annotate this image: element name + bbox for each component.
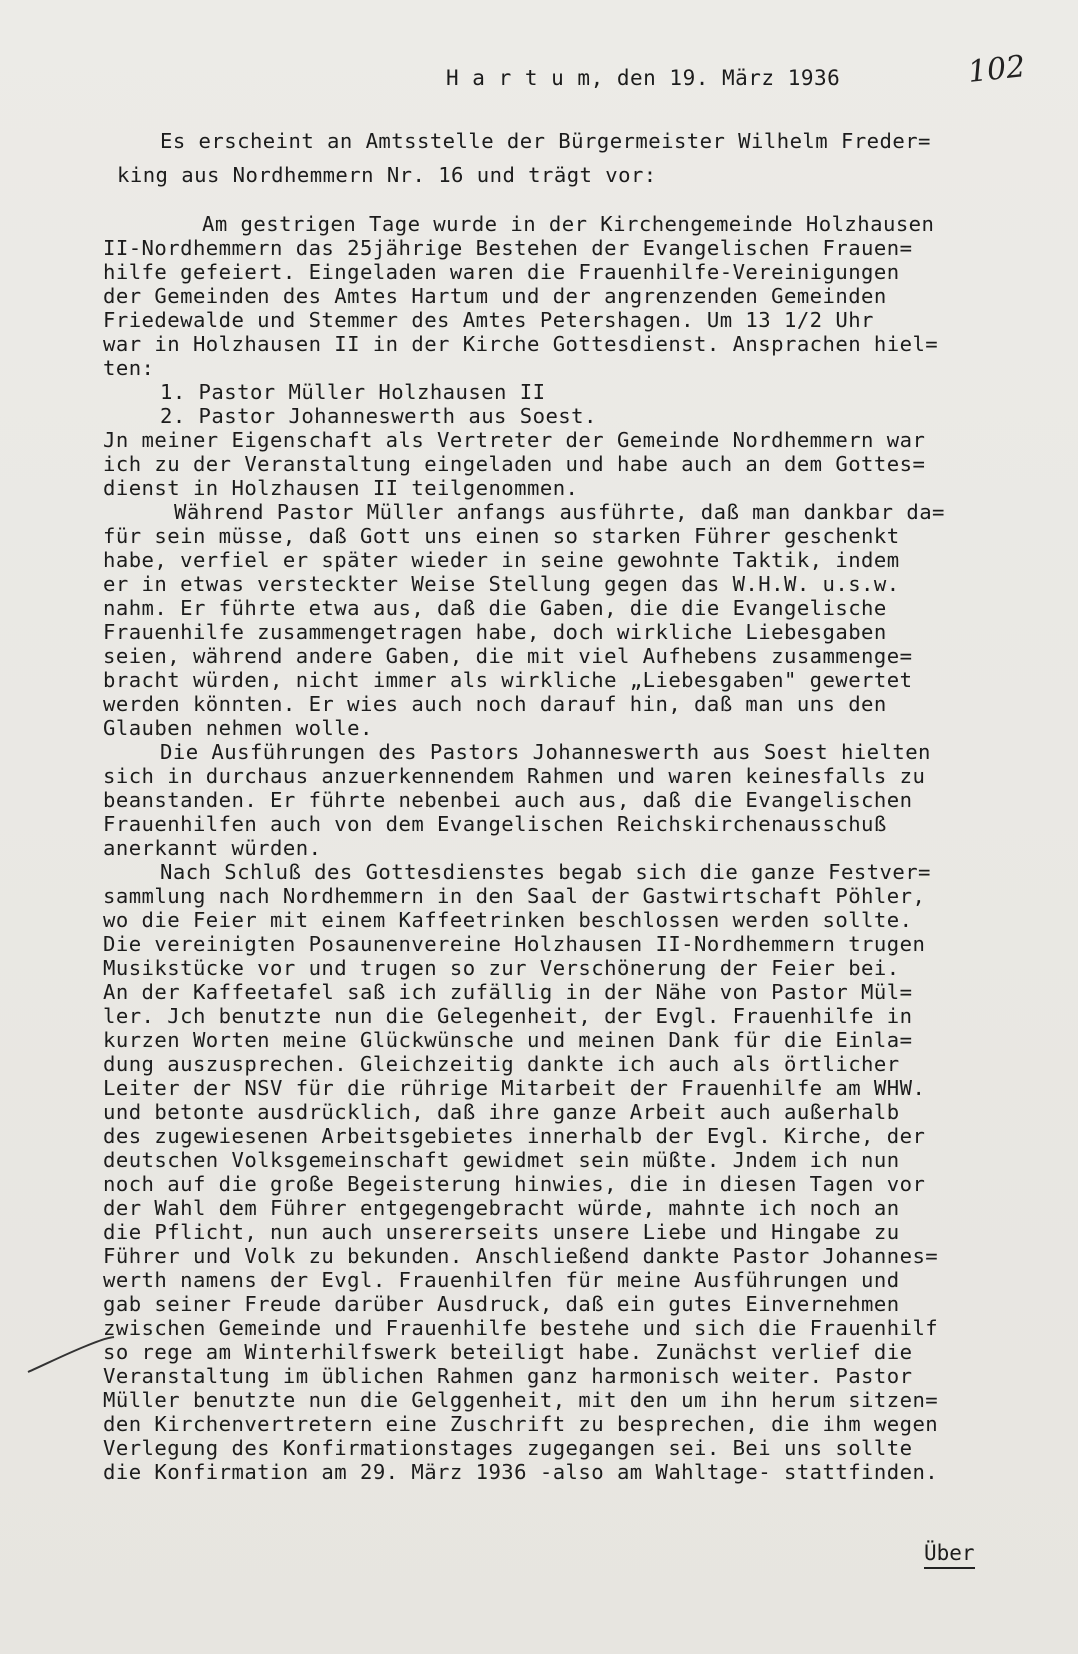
text-line: Musikstücke vor und trugen so zur Verschönerung der Feier bei.	[103, 956, 900, 980]
text-line: so rege am Winterhilfswerk beteiligt habe. Zunächst verlief die	[103, 1340, 913, 1364]
text-line: war in Holzhausen II in der Kirche Gottesdienst. Ansprachen hiel=	[103, 332, 939, 356]
text-line: Nach Schluß des Gottesdienstes begab sich die ganze Festver=	[160, 860, 931, 884]
text-line: Leiter der NSV für die rührige Mitarbeit der Frauenhilfe am WHW.	[103, 1076, 926, 1100]
text-line: werden könnten. Er wies auch noch darauf hin, daß man uns den	[103, 692, 887, 716]
text-line: des zugewiesenen Arbeitsgebietes innerhalb der Evgl. Kirche, der	[103, 1124, 926, 1148]
text-line: ich zu der Veranstaltung eingeladen und habe auch an dem Gottes=	[103, 452, 926, 476]
text-line: anerkannt würden.	[103, 836, 322, 860]
text-line: seien, während andere Gaben, die mit viel Aufhebens zusammenge=	[103, 644, 913, 668]
text-line: 2. Pastor Johanneswerth aus Soest.	[160, 404, 597, 428]
text-line: Müller benutzte nun die Gelggenheit, mit den um ihn herum sitzen=	[103, 1388, 939, 1412]
text-line: zwischen Gemeinde und Frauenhilfe bestehe und sich die Frauenhilf	[103, 1316, 939, 1340]
text-line: Die vereinigten Posaunenvereine Holzhausen II-Nordhemmern trugen	[103, 932, 926, 956]
text-line: kurzen Worten meine Glückwünsche und meinen Dank für die Einla=	[103, 1028, 913, 1052]
text-line: 1. Pastor Müller Holzhausen II	[160, 380, 546, 404]
text-line: Während Pastor Müller anfangs ausführte, daß man dankbar da=	[174, 500, 945, 524]
text-line: den Kirchenvertretern eine Zuschrift zu besprechen, die ihm wegen	[103, 1412, 939, 1436]
text-line: Verlegung des Konfirmationstages zugegangen sei. Bei uns sollte	[103, 1436, 913, 1460]
text-line: II-Nordhemmern das 25jährige Bestehen der Evangelischen Frauen=	[103, 236, 913, 260]
text-line: hilfe gefeiert. Eingeladen waren die Frauenhilfe-Vereinigungen	[103, 260, 900, 284]
text-line: An der Kaffeetafel saß ich zufällig in der Nähe von Pastor Mül=	[103, 980, 913, 1004]
text-line: ler. Jch benutzte nun die Gelegenheit, der Evgl. Frauenhilfe in	[103, 1004, 913, 1028]
text-line: habe, verfiel er später wieder in seine gewohnte Taktik, indem	[103, 548, 900, 572]
text-line: gab seiner Freude darüber Ausdruck, daß ein gutes Einvernehmen	[103, 1292, 900, 1316]
text-line: der Gemeinden des Amtes Hartum und der angrenzenden Gemeinden	[103, 284, 887, 308]
text-line: Am gestrigen Tage wurde in der Kirchengemeinde Holzhausen	[202, 212, 935, 236]
text-line: bracht würden, nicht immer als wirkliche „Liebesgaben" gewertet	[103, 668, 913, 692]
text-line: der Wahl dem Führer entgegengebracht würde, mahnte ich noch an	[103, 1196, 900, 1220]
text-line: die Konfirmation am 29. März 1936 -also am Wahltage- stattfinden.	[103, 1460, 939, 1484]
text-line: für sein müsse, daß Gott uns einen so starken Führer geschenkt	[103, 524, 900, 548]
text-line: Glauben nehmen wolle.	[103, 716, 373, 740]
text-line: noch auf die große Begeisterung hinwies, die in diesen Tagen vor	[103, 1172, 926, 1196]
text-line: Die Ausführungen des Pastors Johanneswerth aus Soest hielten	[160, 740, 931, 764]
text-line: Es erscheint an Amtsstelle der Bürgermeister Wilhelm Freder=	[160, 129, 931, 153]
text-line: sammlung nach Nordhemmern in den Saal der Gastwirtschaft Pöhler,	[103, 884, 926, 908]
text-line: beanstanden. Er führte nebenbei auch aus, daß die Evangelischen	[103, 788, 913, 812]
margin-pen-mark	[26, 1336, 116, 1376]
text-line: dung auszusprechen. Gleichzeitig dankte ich auch als örtlicher	[103, 1052, 900, 1076]
text-line: king aus Nordhemmern Nr. 16 und trägt vor:	[117, 163, 657, 187]
text-line: Friedewalde und Stemmer des Amtes Petershagen. Um 13 1/2 Uhr	[103, 308, 874, 332]
text-line: Jn meiner Eigenschaft als Vertreter der Gemeinde Nordhemmern war	[103, 428, 926, 452]
text-line: Veranstaltung im üblichen Rahmen ganz harmonisch weiter. Pastor	[103, 1364, 913, 1388]
handwritten-page-number: 102	[966, 49, 1027, 90]
text-line: sich in durchaus anzuerkennendem Rahmen und waren keinesfalls zu	[103, 764, 926, 788]
text-line: die Pflicht, nun auch unsererseits unsere Liebe und Hingabe zu	[103, 1220, 900, 1244]
text-line: dienst in Holzhausen II teilgenommen.	[103, 476, 579, 500]
text-line: werth namens der Evgl. Frauenhilfen für meine Ausführungen und	[103, 1268, 900, 1292]
text-line: wo die Feier mit einem Kaffeetrinken beschlossen werden sollte.	[103, 908, 913, 932]
text-line: Führer und Volk zu bekunden. Anschließend dankte Pastor Johannes=	[103, 1244, 939, 1268]
text-line: ten:	[103, 356, 155, 380]
text-line: nahm. Er führte etwa aus, daß die Gaben, die die Evangelische	[103, 596, 887, 620]
text-line: Frauenhilfen auch von dem Evangelischen Reichskirchenausschuß	[103, 812, 887, 836]
text-line: deutschen Volksgemeinschaft gewidmet sein müßte. Jndem ich nun	[103, 1148, 900, 1172]
catchword: Über	[924, 1541, 975, 1569]
text-line: Frauenhilfe zusammengetragen habe, doch wirkliche Liebesgaben	[103, 620, 887, 644]
dateline: H a r t u m, den 19. März 1936	[446, 66, 841, 90]
text-line: er in etwas versteckter Weise Stellung gegen das W.H.W. u.s.w.	[103, 572, 900, 596]
text-line: und betonte ausdrücklich, daß ihre ganze Arbeit auch außerhalb	[103, 1100, 900, 1124]
